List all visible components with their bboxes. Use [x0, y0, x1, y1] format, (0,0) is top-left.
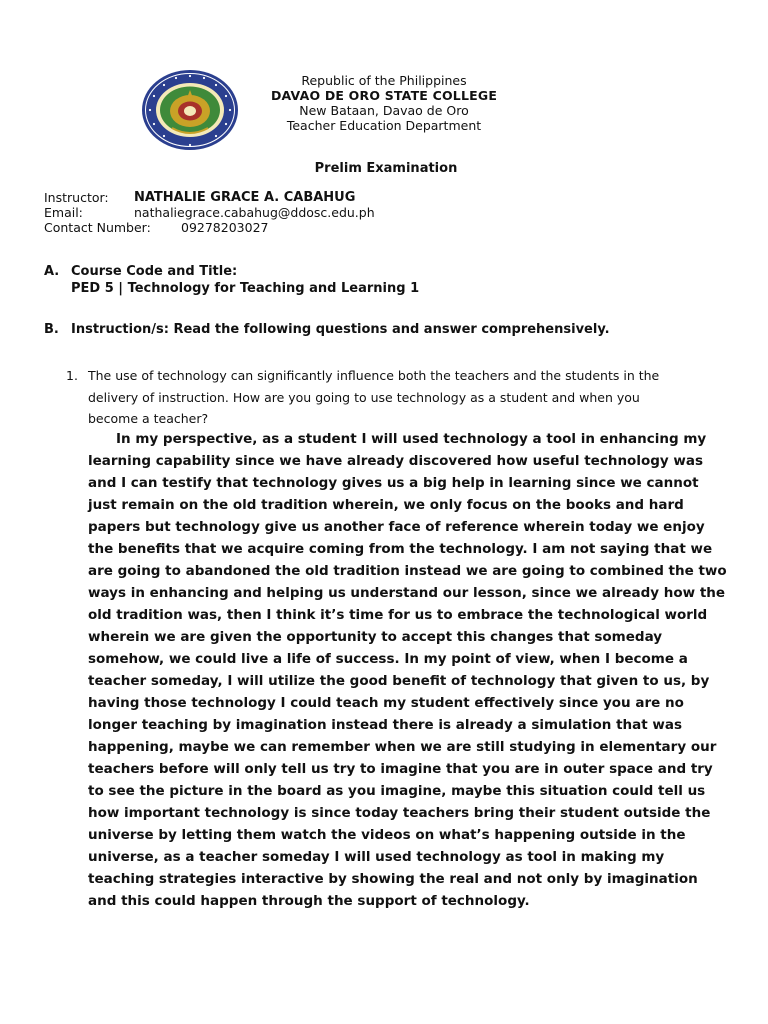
- answer-line: just remain on the old tradition wherein, we only focus on the books and hard: [88, 497, 684, 513]
- section-a-letter: A.: [44, 264, 60, 279]
- exam-title: Prelim Examination: [314, 161, 458, 176]
- answer-line: ways in enhancing and helping us understand our lesson, since we already how the: [88, 585, 726, 601]
- section-b-letter: B.: [44, 322, 59, 337]
- email-value: nathaliegrace.cabahug@ddosc.edu.ph: [134, 205, 375, 220]
- college-header: [240, 73, 528, 133]
- answer-line: universe, as a teacher someday I will used technology as tool in making my: [88, 849, 665, 865]
- answer-line: In my perspective, as a student I will used technology a tool in enhancing my: [116, 431, 707, 447]
- answer-line: universe by letting them watch the videos on what’s happening outside in the: [88, 827, 686, 843]
- answer-line: longer teaching by imagination instead there is already a simulation that was: [88, 717, 683, 733]
- answer-line: teaching strategies interactive by showing the real and not only by imagination: [88, 871, 698, 887]
- answer-line: the benefits that we acquire coming from the technology. I am not saying that we: [88, 541, 713, 557]
- instructor-name: NATHALIE GRACE A. CABAHUG: [134, 190, 356, 205]
- answer-line: happening, maybe we can remember when we are still studying in elementary our: [88, 739, 717, 755]
- question-line: The use of technology can significantly influence both the teachers and the students in the: [88, 368, 660, 383]
- college-name: DAVAO DE ORO STATE COLLEGE: [270, 88, 498, 103]
- answer-line: old tradition was, then I think it’s time for us to embrace the technological world: [88, 607, 708, 623]
- republic-line: Republic of the Philippines: [301, 73, 467, 88]
- answer-line: having those technology I could teach my student effectively since you are no: [88, 695, 684, 711]
- answer-line: and I can testify that technology gives us a big help in learning since we cannot: [88, 475, 699, 491]
- contact-label: Contact Number:: [44, 220, 151, 235]
- college-seal-logo: [140, 68, 240, 152]
- college-location: New Bataan, Davao de Oro: [299, 103, 469, 118]
- section-b-instruction: Instruction/s: Read the following questions and answer comprehensively.: [71, 322, 610, 337]
- answer-line: teachers before will only tell us try to imagine that you are in outer space and try: [88, 761, 713, 777]
- answer-line: teacher someday, I will utilize the good benefit of technology that given to us, by: [88, 673, 710, 689]
- answer-line: how important technology is since today teachers bring their student outside the: [88, 805, 711, 821]
- answer-line: somehow, we could live a life of success. In my point of view, when I become a: [88, 651, 688, 667]
- answer-paragraph: [88, 428, 727, 912]
- department-name: Teacher Education Department: [286, 118, 482, 133]
- answer-line: to see the picture in the board as you imagine, maybe this situation could tell us: [88, 783, 706, 799]
- question-line: become a teacher?: [88, 411, 209, 426]
- answer-line: learning capability since we have already discovered how useful technology was: [88, 453, 704, 469]
- question-line: delivery of instruction. How are you going to use technology as a student and when you: [88, 389, 640, 405]
- answer-line: wherein we are given the opportunity to accept this changes that someday: [88, 629, 663, 645]
- email-label: Email:: [44, 205, 83, 220]
- answer-line: and this could happen through the support of technology.: [88, 893, 530, 909]
- course-title: PED 5 | Technology for Teaching and Learning 1: [71, 281, 420, 296]
- instructor-label: Instructor:: [44, 190, 109, 205]
- answer-line: are going to abandoned the old tradition instead we are going to combined the two: [88, 563, 727, 579]
- question-number: 1.: [66, 368, 78, 383]
- answer-line: papers but technology give us another face of reference wherein today we enjoy: [88, 519, 705, 535]
- contact-value: 09278203027: [181, 220, 269, 235]
- section-a-heading: Course Code and Title:: [71, 264, 238, 279]
